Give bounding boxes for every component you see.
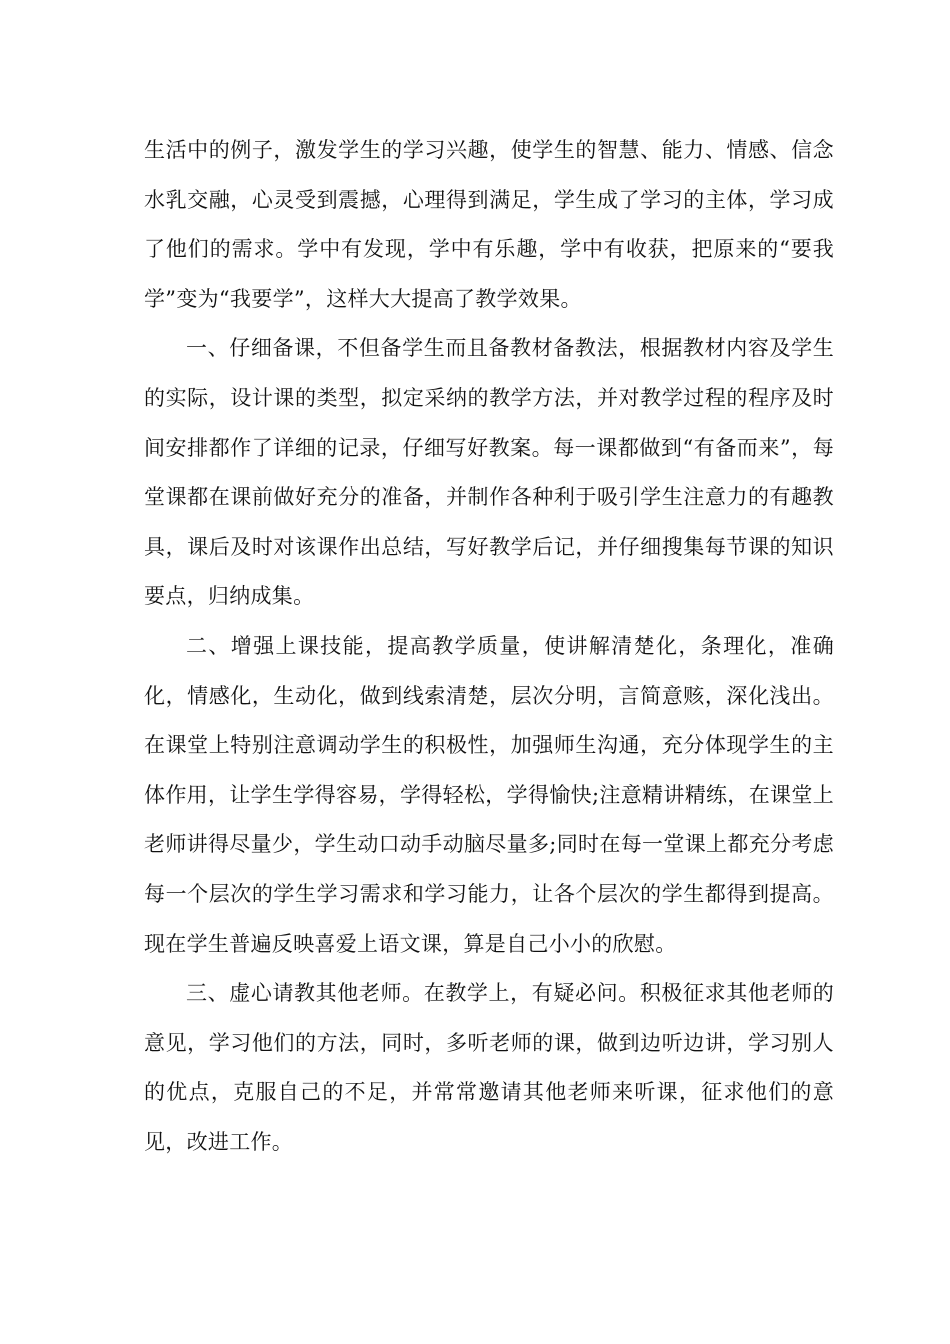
paragraph-section-1: 一、仔细备课，不但备学生而且备教材备教法，根据教材内容及学生的实际，设计课的类型，拟定采纳的教学方法，并对教学过程的程序及时间安排都作了详细的记录，仔细写好教案。每一课都做到“有备而来”，每堂课都在课前做好充分的准备，并制作各种利于吸引学生注意力的有趣教具，课后及时对该课作出总结，写好教学后记，并仔细搜集每节课的知识要点，归纳成集。	[144, 336, 834, 609]
body-text	[144, 126, 834, 1167]
paragraph-section-3: 三、虚心请教其他老师。在教学上，有疑必问。积极征求其他老师的意见，学习他们的方法，同时，多听老师的课，做到边听边讲，学习别人的优点，克服自己的不足，并常常邀请其他老师来听课，征求他们的意见，改进工作。	[144, 981, 834, 1154]
paragraph-continuation: 生活中的例子，激发学生的学习兴趣，使学生的智慧、能力、情感、信念水乳交融，心灵受到震撼，心理得到满足，学生成了学习的主体，学习成了他们的需求。学中有发现，学中有乐趣，学中有收获，把原来的“要我学”变为“我要学”，这样大大提高了教学效果。	[144, 138, 834, 311]
paragraph-section-2: 二、增强上课技能，提高教学质量，使讲解清楚化，条理化，准确化，情感化，生动化，做到线索清楚，层次分明，言简意赅，深化浅出。在课堂上特别注意调动学生的积极性，加强师生沟通，充分体现学生的主体作用，让学生学得容易，学得轻松，学得愉快;注意精讲精练，在课堂上老师讲得尽量少，学生动口动手动脑尽量多;同时在每一堂课上都充分考虑每一个层次的学生学习需求和学习能力，让各个层次的学生都得到提高。现在学生普遍反映喜爱上语文课，算是自己小小的欣慰。	[144, 633, 834, 956]
